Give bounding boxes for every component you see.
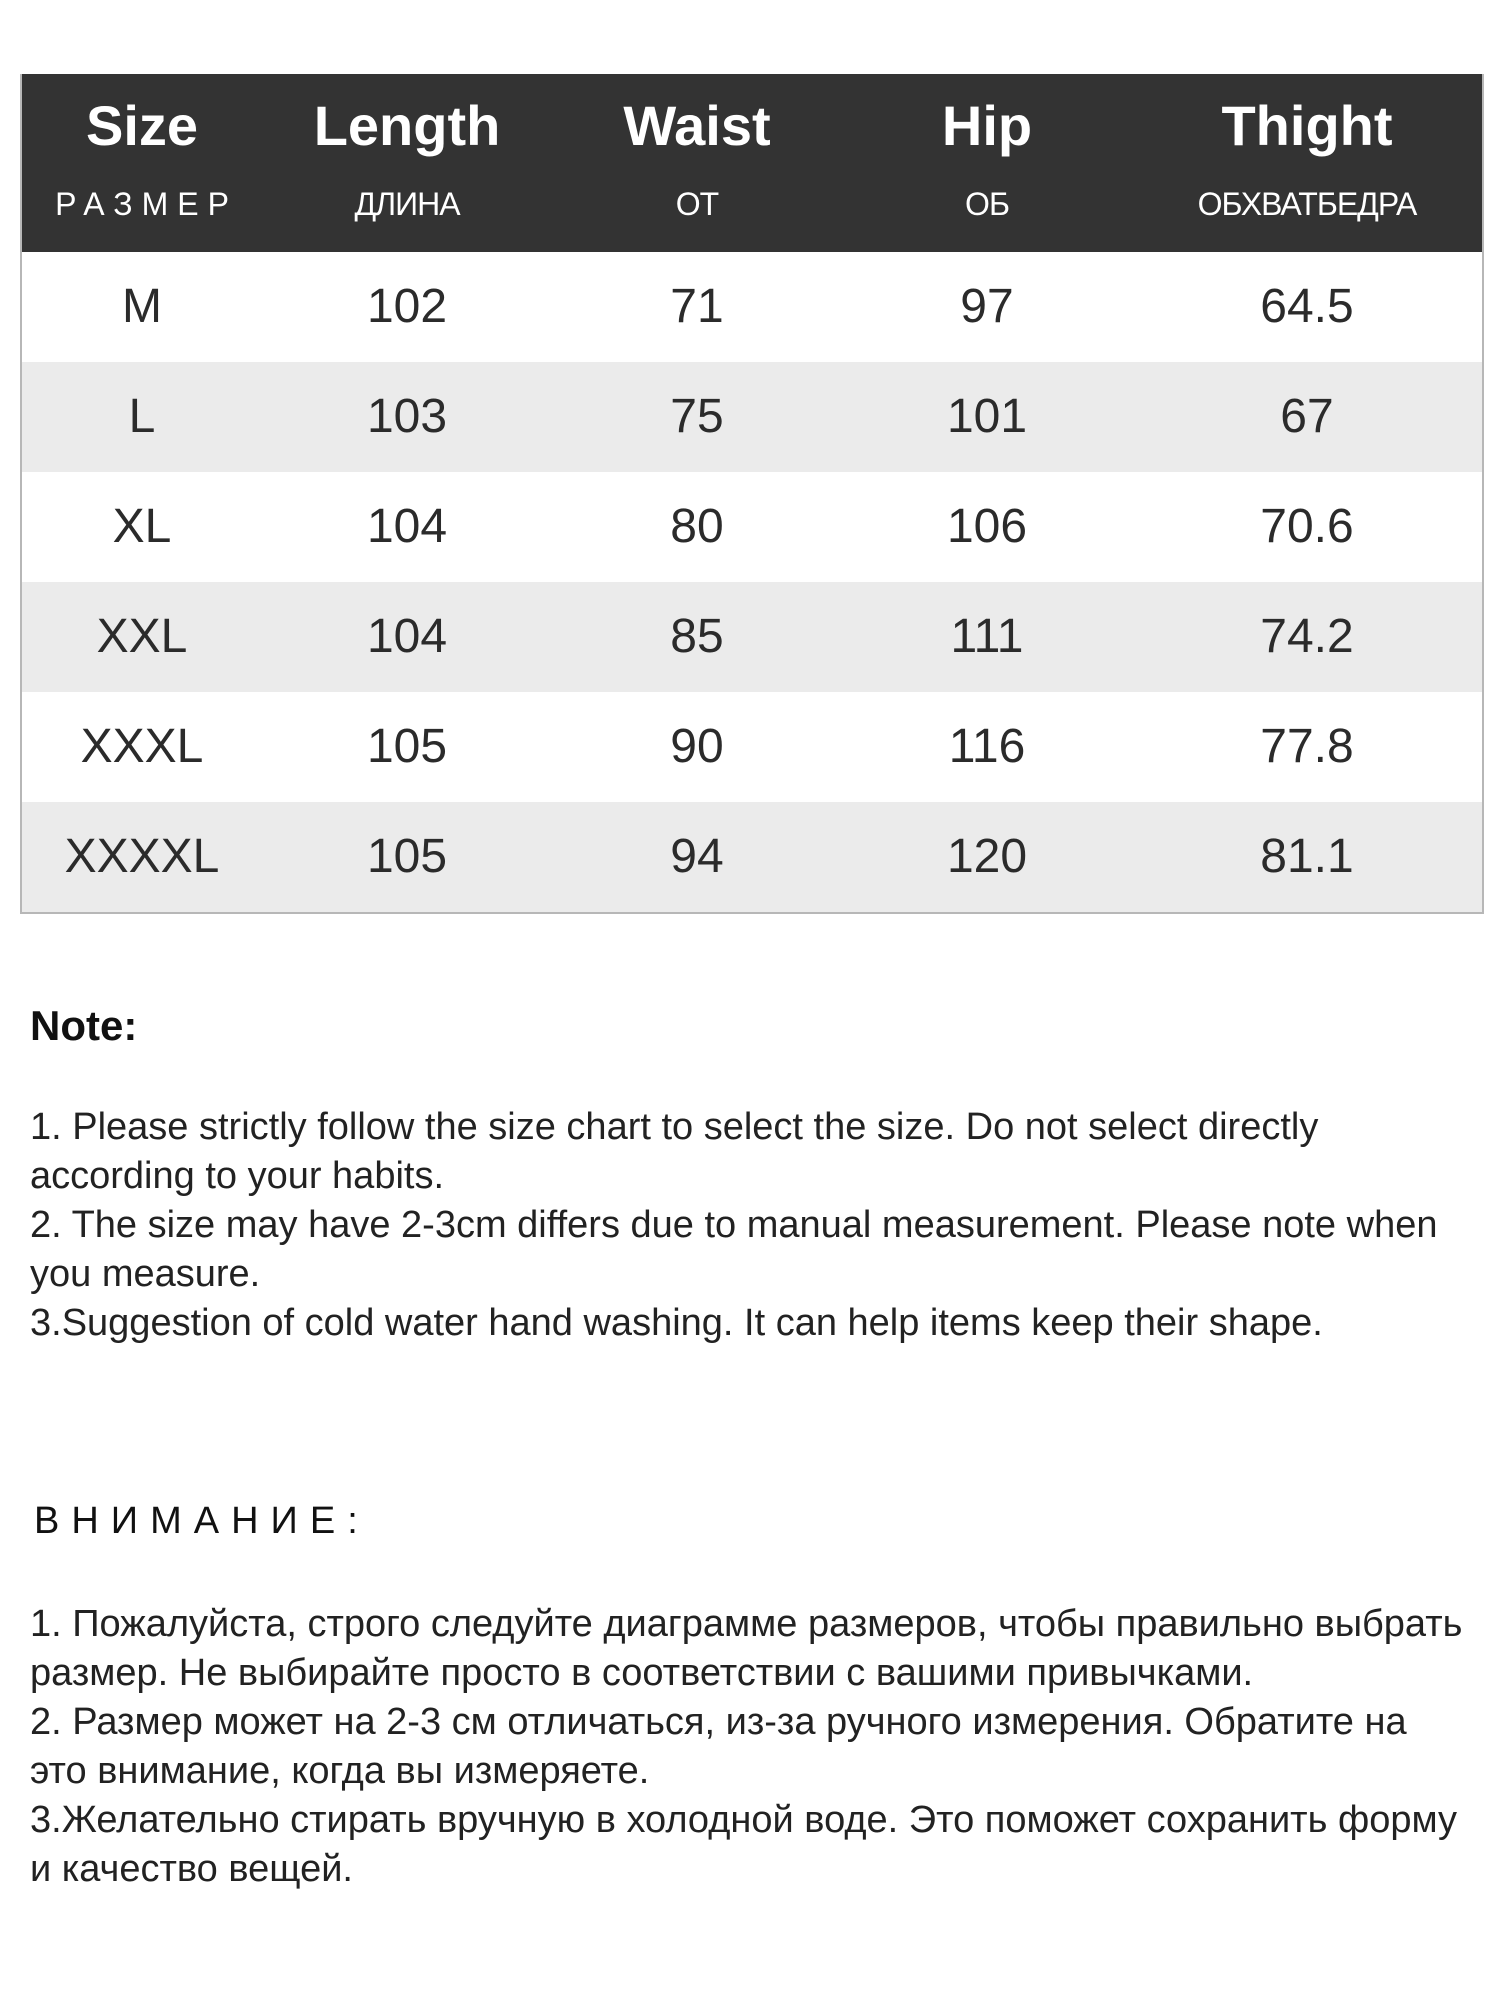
cell-waist: 94: [670, 830, 724, 883]
cell-size: XXL: [96, 610, 188, 663]
size-chart-table: [20, 74, 1484, 914]
cell-hip: 101: [946, 390, 1028, 443]
cell-hip: 116: [948, 720, 1026, 773]
cell-thigh: 81.1: [1260, 830, 1354, 883]
table-row: [22, 362, 1482, 472]
cell-hip: 120: [946, 830, 1028, 883]
cell-thigh: 67: [1280, 390, 1334, 443]
table-row: [22, 252, 1482, 362]
cell-waist: 71: [670, 280, 724, 333]
cell-length: 105: [366, 830, 448, 883]
cell-size: XL: [112, 500, 172, 553]
cell-thigh: 64.5: [1260, 280, 1354, 333]
cell-length: 102: [366, 280, 448, 333]
cell-thigh: 77.8: [1260, 720, 1354, 773]
header-thigh-ru: ОБХВАТБЕДРА: [1197, 186, 1417, 222]
note-ru-item: 2. Размер может на 2-3 см отличаться, из-за ручного измерения. Обратите на это внимание, когда вы измеряете.: [30, 1701, 1407, 1792]
header-waist-en: Waist: [623, 94, 771, 157]
cell-hip: 111: [950, 610, 1024, 663]
cell-waist: 85: [670, 610, 724, 663]
header-waist-ru: ОТ: [675, 186, 719, 222]
header-hip-ru: ОБ: [965, 186, 1009, 222]
note-title: Note:: [30, 1002, 138, 1049]
cell-size: XXXXL: [64, 830, 220, 883]
header-length-ru: ДЛИНА: [354, 186, 460, 222]
note-english: [30, 1002, 1470, 1348]
note-item: 1. Please strictly follow the size chart to select the size. Do not select directly according to your habits.: [30, 1106, 1319, 1197]
table-header-row: [22, 74, 1482, 252]
cell-size: M: [122, 280, 162, 333]
cell-waist: 80: [670, 500, 724, 553]
note-item: 2. The size may have 2-3cm differs due to manual measurement. Please note when you measure.: [30, 1204, 1438, 1295]
table-row: [22, 472, 1482, 582]
table-row: [22, 802, 1482, 912]
cell-thigh: 74.2: [1260, 610, 1354, 663]
note-russian: [30, 1502, 1470, 1894]
header-waist: [552, 74, 842, 252]
cell-waist: 90: [670, 720, 724, 773]
header-length: [262, 74, 552, 252]
note-ru-title: ВНИМАНИЕ:: [34, 1500, 370, 1542]
table-row: [22, 692, 1482, 802]
cell-size: L: [128, 390, 156, 443]
cell-waist: 75: [670, 390, 724, 443]
note-ru-item: 3.Желательно стирать вручную в холодной воде. Это поможет сохранить форму и качество вещей.: [30, 1799, 1458, 1890]
cell-hip: 97: [960, 280, 1014, 333]
header-size-en: Size: [85, 94, 199, 157]
cell-length: 104: [366, 500, 448, 553]
header-hip-en: Hip: [941, 94, 1033, 157]
note-ru-item: 1. Пожалуйста, строго следуйте диаграмме размеров, чтобы правильно выбрать размер. Не выбирайте просто в соответствии с вашими привычками.: [30, 1603, 1463, 1694]
header-thigh: [1132, 74, 1482, 252]
header-hip: [842, 74, 1132, 252]
table-row: [22, 582, 1482, 692]
note-item: 3.Suggestion of cold water hand washing. It can help items keep their shape.: [30, 1302, 1323, 1344]
cell-hip: 106: [946, 500, 1028, 553]
cell-length: 105: [366, 720, 448, 773]
header-length-en: Length: [313, 94, 501, 157]
header-size-ru: РАЗМЕР: [55, 186, 238, 222]
header-thigh-en: Thight: [1221, 94, 1393, 157]
cell-length: 103: [366, 390, 448, 443]
cell-size: XXXL: [80, 720, 204, 773]
cell-thigh: 70.6: [1260, 500, 1354, 553]
cell-length: 104: [366, 610, 448, 663]
header-size: [22, 74, 262, 252]
